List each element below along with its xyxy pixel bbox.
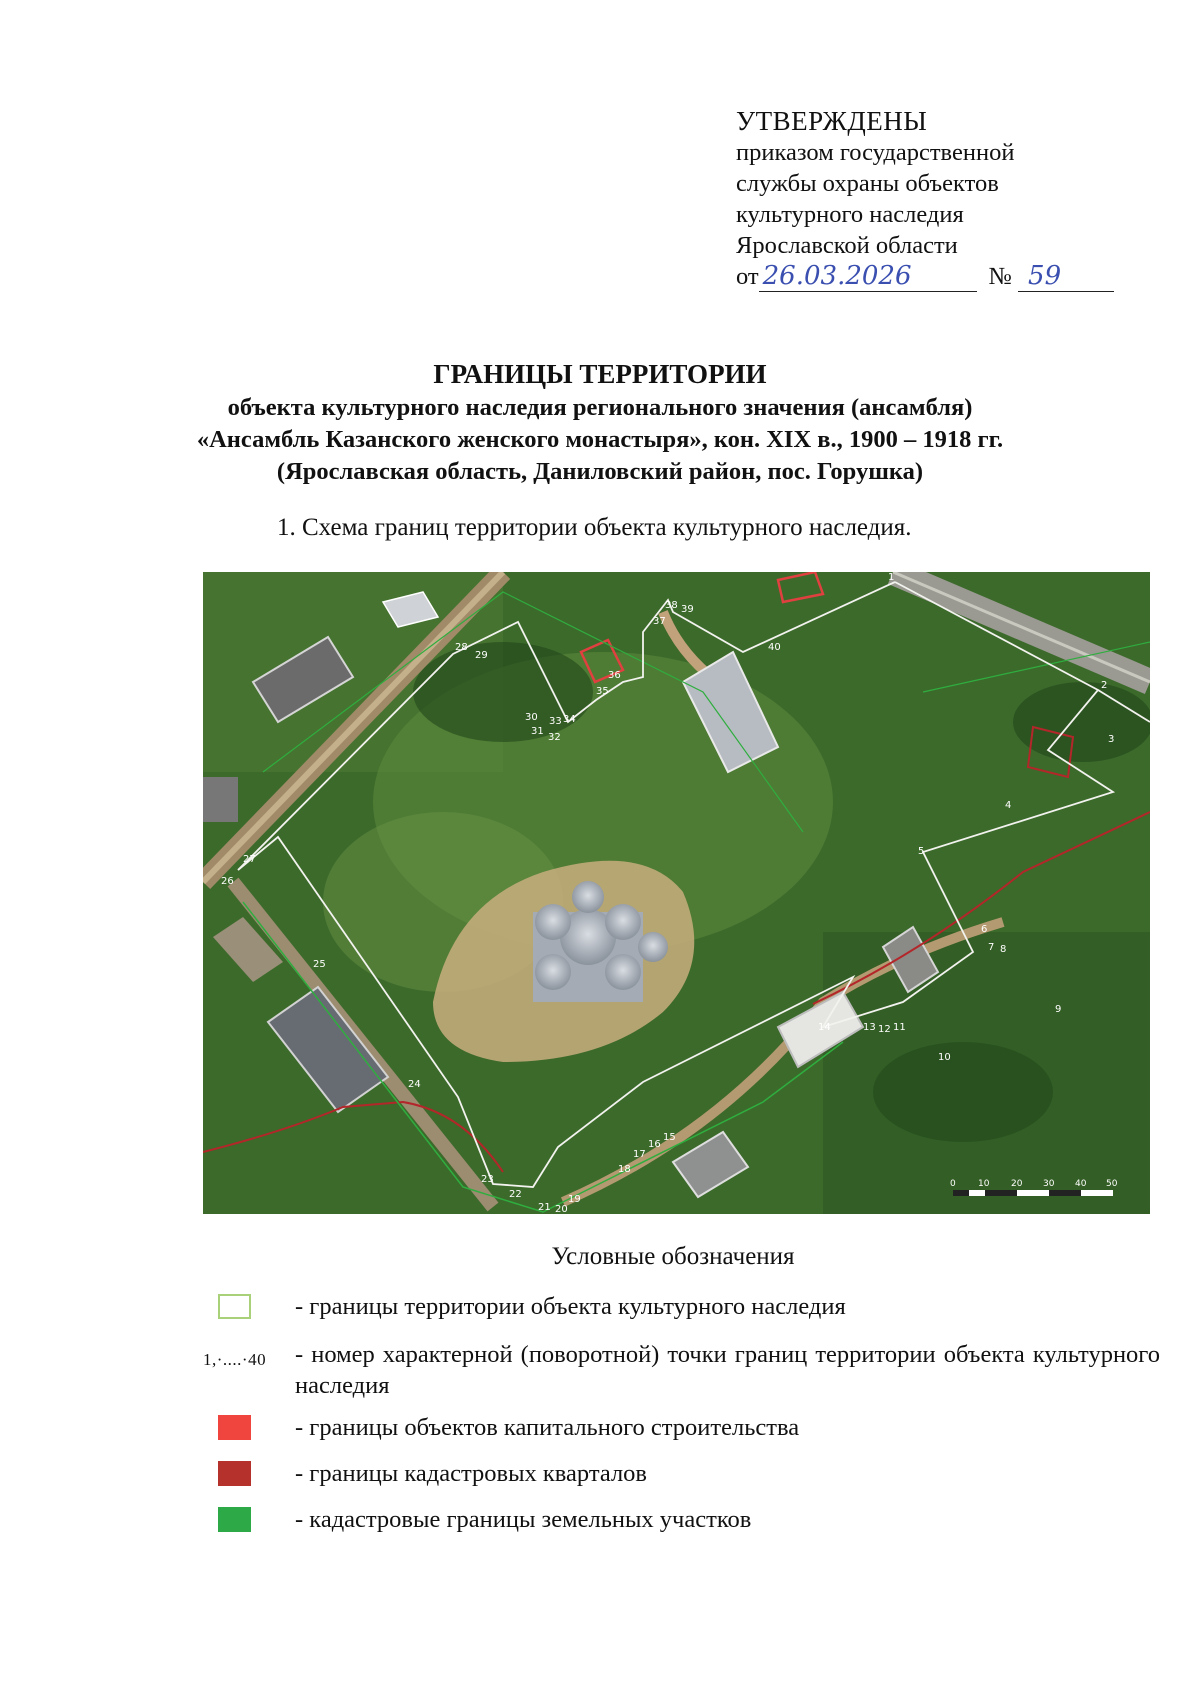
point-label: 2 [1101, 680, 1108, 691]
point-label: 22 [509, 1189, 522, 1200]
scale-label: 40 [1075, 1179, 1087, 1189]
point-label: 30 [525, 712, 538, 723]
point-label: 39 [681, 604, 694, 615]
point-label: 14 [818, 1022, 831, 1033]
point-label: 6 [981, 924, 988, 935]
point-label: 12 [878, 1024, 891, 1035]
tree-cluster [413, 642, 593, 742]
point-label: 40 [768, 642, 781, 653]
point-label: 34 [563, 714, 576, 725]
point-label: 28 [455, 642, 468, 653]
point-label: 11 [893, 1022, 906, 1033]
point-label: 15 [663, 1132, 676, 1143]
legend-text: - границы кадастровых кварталов [295, 1460, 647, 1487]
point-label: 21 [538, 1202, 551, 1213]
point-label: 1 [888, 572, 895, 583]
approval-heading: УТВЕРЖДЕНЫ [736, 106, 928, 136]
point-label: 7 [988, 942, 995, 953]
map-svg [203, 572, 1150, 1214]
point-label: 33 [549, 716, 562, 727]
date-field: 26.03.2026 [759, 261, 977, 292]
point-label: 27 [243, 854, 256, 865]
date-number-line [736, 261, 1114, 292]
point-label: 35 [596, 686, 609, 697]
cadastral-quarter-swatch [218, 1461, 251, 1486]
point-label: 31 [531, 726, 544, 737]
point-label: 38 [665, 600, 678, 611]
point-label: 32 [548, 732, 561, 743]
title-line: «Ансамбль Казанского женского монастыря», кон. XIX в., 1900 – 1918 гг. [196, 426, 1004, 453]
point-label: 3 [1108, 734, 1115, 745]
number-field: 59 [1018, 261, 1114, 292]
title-line: (Ярославская область, Даниловский район, пос. Горушка) [276, 458, 924, 485]
title-main: ГРАНИЦЫ ТЕРРИТОРИИ [433, 359, 767, 389]
approval-line: службы охраны объектов [736, 170, 999, 197]
capital-object-swatch [218, 1415, 251, 1440]
scale-label: 10 [978, 1179, 990, 1189]
document-title [0, 356, 1200, 488]
point-label: 13 [863, 1022, 876, 1033]
legend-text: - границы территории объекта культурного наследия [295, 1293, 846, 1320]
point-label: 24 [408, 1079, 421, 1090]
point-label: 18 [618, 1164, 631, 1175]
scheme-caption: 1. Схема границ территории объекта культурного наследия. [277, 514, 912, 541]
scale-label: 30 [1043, 1179, 1055, 1189]
point-label: 23 [481, 1174, 494, 1185]
scale-label: 50 [1106, 1179, 1118, 1189]
point-label: 19 [568, 1194, 581, 1205]
legend-text: - номер характерной (поворотной) точки границ территории объекта культурного наследия [295, 1341, 1160, 1399]
land-plot-swatch [218, 1507, 251, 1532]
date-prefix: от [736, 263, 759, 290]
legend-text: - кадастровые границы земельных участков [295, 1506, 752, 1533]
point-label: 20 [555, 1204, 568, 1214]
point-label: 25 [313, 959, 326, 970]
point-number-symbol: 1,·....·40 [203, 1350, 267, 1369]
point-label: 17 [633, 1149, 646, 1160]
legend-text: - границы объектов капитального строительства [295, 1414, 800, 1441]
point-label: 10 [938, 1052, 951, 1063]
approval-line: культурного наследия [736, 201, 964, 228]
title-line: объекта культурного наследия регионального значения (ансамбля) [227, 394, 973, 421]
scale-label: 0 [950, 1179, 956, 1189]
scale-label: 20 [1011, 1179, 1023, 1189]
point-label: 8 [1000, 944, 1007, 955]
boundary-swatch [218, 1294, 251, 1319]
point-label: 5 [918, 846, 925, 857]
point-label: 29 [475, 650, 488, 661]
point-label: 26 [221, 876, 234, 887]
approval-block [736, 106, 1114, 292]
tree-cluster [1013, 682, 1150, 762]
point-label: 4 [1005, 800, 1012, 811]
point-label: 37 [653, 616, 666, 627]
point-label: 36 [608, 670, 621, 681]
boundary-map [203, 572, 1150, 1214]
point-label: 9 [1055, 1004, 1062, 1015]
number-prefix: № [988, 263, 1013, 290]
point-label: 16 [648, 1139, 661, 1150]
tree-cluster [873, 1042, 1053, 1142]
legend-title: Условные обозначения [551, 1243, 795, 1270]
approval-line: приказом государственной [736, 139, 1015, 166]
approval-line: Ярославской области [736, 232, 958, 259]
